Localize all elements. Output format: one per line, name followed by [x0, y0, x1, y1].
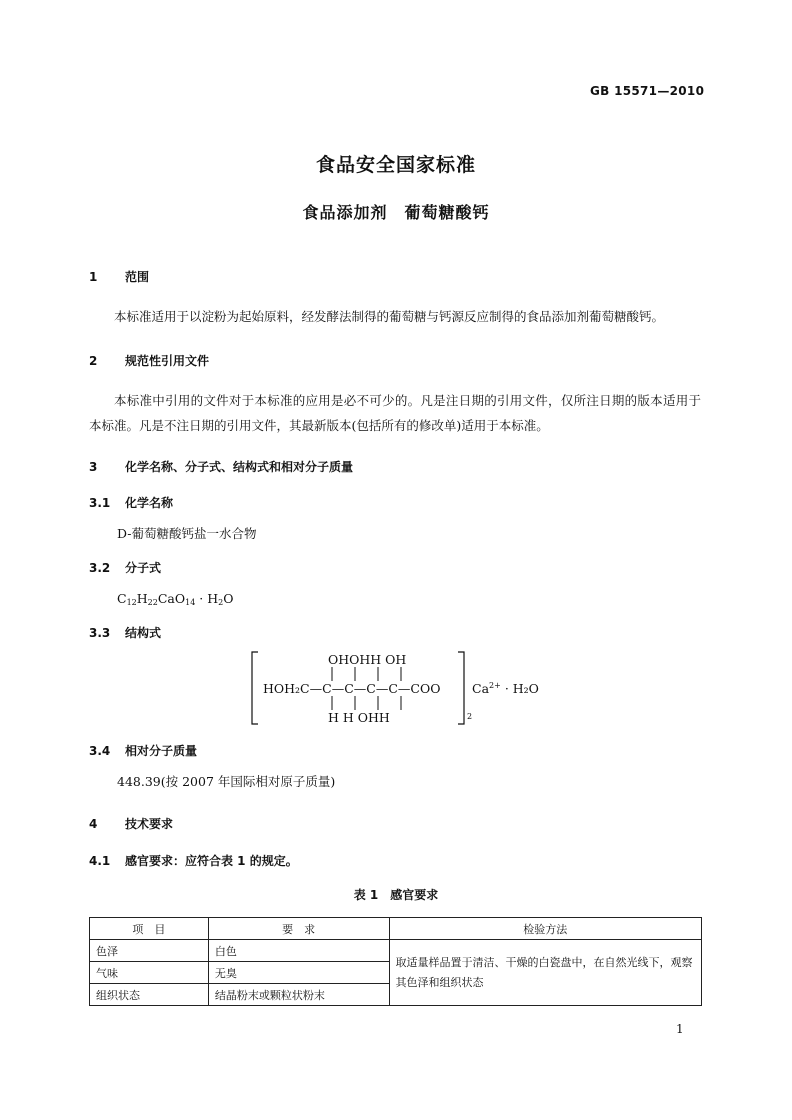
- section-number: 3.2: [89, 561, 111, 575]
- section-3-1-heading: [89, 494, 173, 511]
- section-number: 3.3: [89, 626, 111, 640]
- section-title: 分子式: [125, 561, 162, 575]
- page-number: 1: [676, 1022, 684, 1036]
- section-3-2-heading: [89, 559, 161, 576]
- standard-number: GB 15571—2010: [590, 84, 705, 98]
- structure-bottom-row: H H OHH: [328, 710, 390, 725]
- section-4-heading: [89, 815, 173, 832]
- table-cell-requirement: 白色: [208, 940, 389, 962]
- section-title: 技术要求: [125, 817, 174, 831]
- table-cell-item: 组织状态: [90, 984, 209, 1006]
- table-header-requirement: 要 求: [208, 918, 389, 940]
- section-4-1-heading: [89, 852, 298, 869]
- document-subtitle: 食品添加剂 葡萄糖酸钙: [302, 203, 490, 222]
- section-title: 化学名称、分子式、结构式和相对分子质量: [125, 460, 354, 474]
- chemical-name: D-葡萄糖酸钙盐一水合物: [117, 526, 257, 541]
- structure-top-row: OHOHH OH: [328, 652, 407, 667]
- table-cell-requirement: 无臭: [208, 962, 389, 984]
- section-2-text: 本标准中引用的文件对于本标准的应用是必不可少的。凡是注日期的引用文件，仅所注日期的版本适用于本标准。凡是不注日期的引用文件，其最新版本(包括所有的修改单)适用于本标准。: [89, 393, 701, 433]
- molecular-formula: $C_{12}H_{22}CaO_{14} \cdot H_2O$: [117, 591, 234, 607]
- section-number: 3.4: [89, 744, 111, 758]
- molecular-mass: 448.39(按 2007 年国际相对原子质量): [117, 774, 336, 789]
- table-cell-item: 气味: [90, 962, 209, 984]
- table-caption: 表 1 感官要求: [353, 888, 439, 902]
- section-title: 规范性引用文件: [125, 354, 210, 368]
- section-title: 化学名称: [125, 496, 174, 510]
- document-title: 食品安全国家标准: [315, 154, 476, 176]
- section-1-text: 本标准适用于以淀粉为起始原料，经发酵法制得的葡萄糖与钙源反应制得的食品添加剂葡萄糖酸钙。: [114, 309, 665, 324]
- section-number: 3: [89, 460, 98, 474]
- section-title: 相对分子质量: [125, 744, 198, 758]
- section-number: 4.1: [89, 854, 111, 868]
- section-3-4-heading: [89, 742, 197, 759]
- section-number: 3.1: [89, 496, 111, 510]
- section-title: 范围: [125, 270, 150, 284]
- table-cell-requirement: 结晶粉末或颗粒状粉末: [208, 984, 389, 1006]
- calcium-ion: $Ca^{2+} \cdot H_2O$: [472, 681, 539, 696]
- section-2-heading: [89, 352, 209, 369]
- section-number: 4: [89, 817, 98, 831]
- table-header-item: 项 目: [90, 918, 209, 940]
- table-header-row: [90, 918, 702, 940]
- table-row: [90, 940, 702, 962]
- section-number: 2: [89, 354, 98, 368]
- section-1-heading: [89, 268, 149, 285]
- section-title: 结构式: [125, 626, 162, 640]
- section-number: 1: [89, 270, 98, 284]
- table-header-method: 检验方法: [389, 918, 701, 940]
- structure-main-row: HOH₂C—C—C—C—C—COO: [263, 681, 441, 696]
- table-cell-method: 取适量样品置于清洁、干燥的白瓷盘中，在自然光线下，观察其色泽和组织状态: [389, 940, 701, 1006]
- section-3-heading: [89, 458, 353, 475]
- table-cell-item: 色泽: [90, 940, 209, 962]
- structure-repeat-count: 2: [467, 712, 473, 721]
- structural-formula: [248, 650, 558, 728]
- sensory-requirements-table: [89, 917, 702, 1006]
- section-3-3-heading: [89, 624, 161, 641]
- section-title: 感官要求：应符合表 1 的规定。: [125, 854, 298, 868]
